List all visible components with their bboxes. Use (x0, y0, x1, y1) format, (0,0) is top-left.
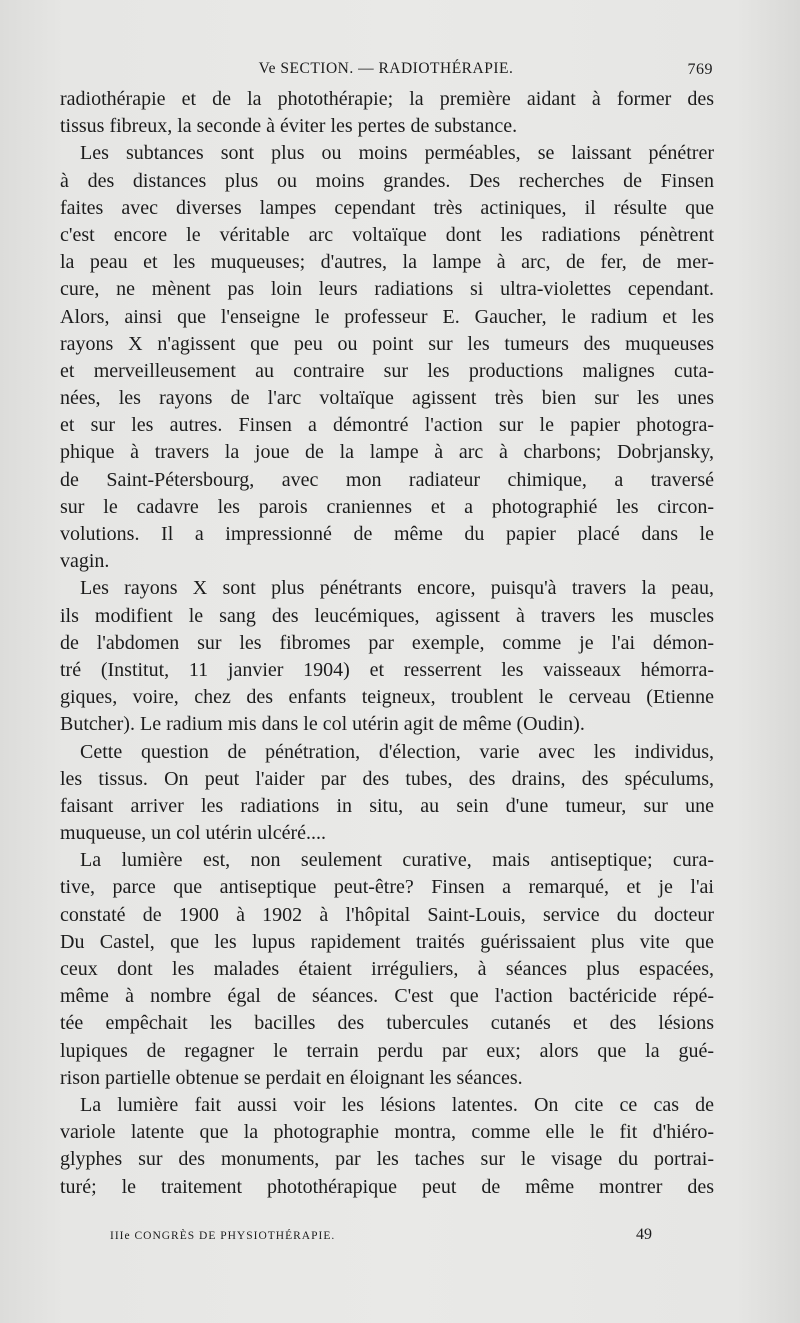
text-line: rayons X n'agissent que peu ou point sur les tumeurs des muqueuses (60, 332, 714, 355)
text-line: sur le cadavre les parois craniennes et a photographié les circon- (60, 495, 714, 518)
text-line: tive, parce que antiseptique peut-être? Finsen a remarqué, et je l'ai (60, 876, 714, 899)
text-line: volutions. Il a impressionné de même du papier placé dans le (60, 523, 714, 545)
text-line: Cette question de pénétration, d'élection, varie avec les individus, (80, 740, 714, 763)
text-line: phique à travers la joue de la lampe à arc à charbons; Dobrjansky, (60, 441, 714, 464)
text-line: de l'abdomen sur les fibromes par exemple, comme je l'ai démon- (60, 631, 714, 654)
text-line: constaté de 1900 à 1902 à l'hôpital Saint-Louis, service du docteur (60, 903, 714, 926)
text-line: tré (Institut, 11 janvier 1904) et resserrent les vaisseaux hémorra- (60, 658, 714, 681)
text-line: tée empêchait les bacilles des tubercules cutanés et des lésions (60, 1012, 714, 1035)
text-line: muqueuse, un col utérin ulcéré.... (60, 822, 327, 845)
text-line: ils modifient le sang des leucémiques, agissent à travers les muscles (60, 604, 714, 627)
text-line: Butcher). Le radium mis dans le col utérin agit de même (Oudin). (60, 713, 585, 736)
text-line: de Saint-Pétersbourg, avec mon radiateur chimique, a traversé (60, 468, 714, 491)
text-line: turé; le traitement photothérapique peut de même montrer des (60, 1175, 714, 1198)
text-line: tissus fibreux, la seconde à éviter les pertes de substance. (60, 115, 518, 138)
text-line: lupiques de regagner le terrain perdu par eux; alors que la gué- (60, 1039, 714, 1062)
body-text (60, 86, 714, 1201)
text-line: Du Castel, que les lupus rapidement traités guérissaient plus vite que (60, 930, 714, 953)
page-number: 769 (687, 61, 713, 78)
text-line: Alors, ainsi que l'enseigne le professeur E. Gaucher, le radium et les (60, 305, 714, 328)
text-line: vagin. (60, 550, 110, 573)
text-line: rison partielle obtenue se perdait en éloignant les séances. (60, 1066, 523, 1089)
running-header (60, 60, 712, 84)
text-line: nées, les rayons de l'arc voltaïque agissent très bien sur les unes (60, 387, 714, 410)
text-line: radiothérapie et de la photothérapie; la première aidant à former des (60, 88, 714, 110)
text-line: Les subtances sont plus ou moins perméables, se laissant pénétrer (80, 142, 714, 165)
text-line: La lumière est, non seulement curative, mais antiseptique; cura- (80, 849, 714, 872)
text-line: la peau et les muqueuses; d'autres, la lampe à arc, de fer, de mer- (60, 251, 714, 274)
text-line: variole latente que la photographie montra, comme elle le fit d'hiéro- (60, 1121, 714, 1144)
text-line: giques, voire, chez des enfants teigneux, troublent le cerveau (Etienne (60, 686, 714, 709)
signature-mark: IIIe CONGRÈS DE PHYSIOTHÉRAPIE. (110, 1230, 336, 1242)
text-line: c'est encore le véritable arc voltaïque dont les radiations pénètrent (60, 223, 714, 246)
text-line: cure, ne mènent pas loin leurs radiations si ultra-violettes cependant. (60, 278, 714, 301)
text-line: et merveilleusement au contraire sur les productions malignes cuta- (60, 359, 714, 382)
text-line: glyphes sur des monuments, par les taches sur le visage du portrai- (60, 1148, 714, 1171)
text-line: faisant arriver les radiations in situ, au sein d'une tumeur, sur une (60, 794, 714, 817)
text-line: et sur les autres. Finsen a démontré l'action sur le papier photogra- (60, 414, 714, 437)
text-line: ceux dont les malades étaient irréguliers, à séances plus espacées, (60, 958, 714, 980)
page-footer (110, 1226, 652, 1248)
text-line: faites avec diverses lampes cependant très actiniques, il résulte que (60, 196, 714, 219)
text-line: à des distances plus ou moins grandes. Des recherches de Finsen (60, 169, 714, 192)
section-title: Ve SECTION. — RADIOTHÉRAPIE. (258, 60, 514, 77)
text-line: même à nombre égal de séances. C'est que l'action bactéricide répé- (60, 985, 714, 1008)
text-line: La lumière fait aussi voir les lésions latentes. On cite ce cas de (80, 1093, 714, 1116)
text-line: Les rayons X sont plus pénétrants encore, puisqu'à travers la peau, (80, 577, 714, 600)
signature-number: 49 (636, 1226, 652, 1243)
text-line: les tissus. On peut l'aider par des tubes, des drains, des spéculums, (60, 767, 714, 790)
